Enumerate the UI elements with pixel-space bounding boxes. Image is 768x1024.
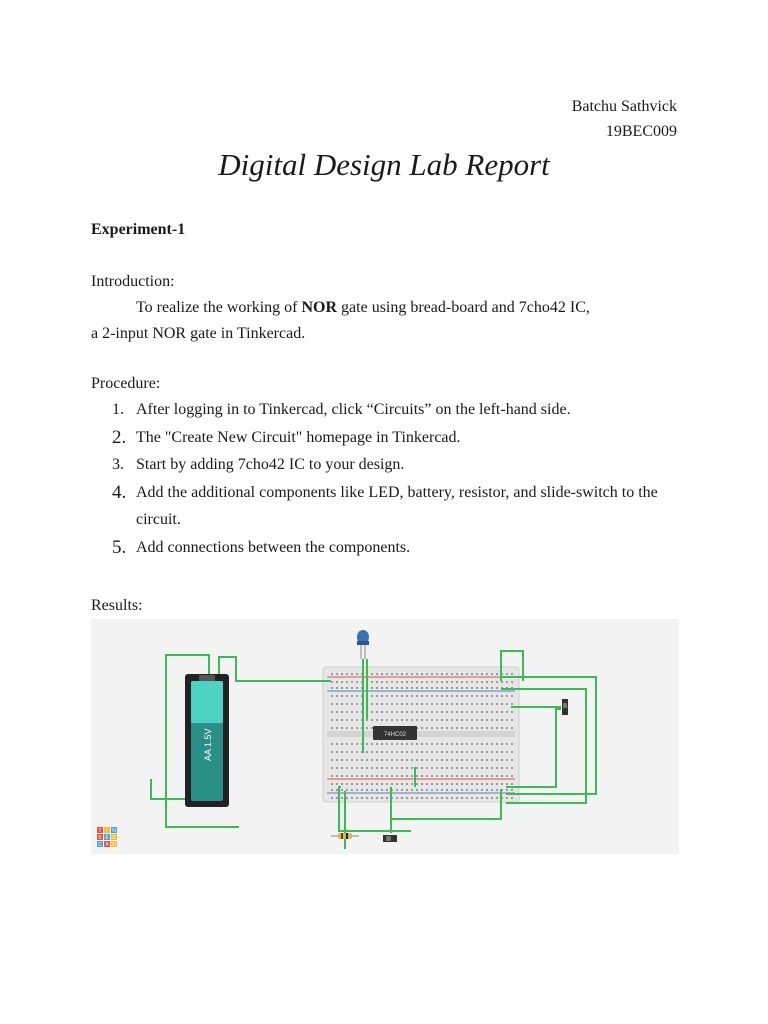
page-title: Digital Design Lab Report xyxy=(218,147,550,182)
battery-label: AA 1.5V xyxy=(203,728,213,761)
step-text: After logging in to Tinkercad, click “Circuits” on the left-hand side. xyxy=(136,401,571,418)
step-text: The "Create New Circuit" homepage in Tinkercad. xyxy=(136,428,461,446)
logo-letter: C xyxy=(98,842,102,848)
logo-letter: R xyxy=(112,835,116,841)
introduction-heading: Introduction: xyxy=(91,273,175,290)
ic-label: 74HC02 xyxy=(383,732,407,738)
step-number: 5. xyxy=(112,536,127,558)
ic-chip xyxy=(373,726,417,740)
step-text: Add the additional components like LED, battery, resistor, and slide-switch to the circuit. xyxy=(136,483,658,528)
step-number: 1. xyxy=(112,401,124,418)
led-icon xyxy=(357,630,369,659)
circuit-figure xyxy=(91,619,679,854)
procedure-step xyxy=(91,534,691,562)
slide-switch-icon xyxy=(562,699,568,715)
logo-letter: A xyxy=(105,842,109,848)
intro-bold-nor: NOR xyxy=(301,299,338,316)
step-text: Start by adding 7cho42 IC to your design. xyxy=(136,456,405,473)
resistor-icon xyxy=(331,833,359,839)
logo-letter: K xyxy=(98,835,102,841)
author-id: 19BEC009 xyxy=(605,123,677,140)
intro-prefix: To realize the working of xyxy=(136,299,302,316)
step-number: 2. xyxy=(112,426,127,448)
step-text: Add connections between the components. xyxy=(136,538,411,556)
results-heading: Results: xyxy=(91,597,143,614)
procedure-list xyxy=(91,396,691,561)
intro-suffix: gate using bread-board and 7cho42 IC, xyxy=(337,299,590,316)
logo-letter: D xyxy=(112,842,116,848)
experiment-heading: Experiment-1 xyxy=(91,221,186,238)
procedure-step xyxy=(91,424,691,452)
introduction-line-1 xyxy=(136,295,590,321)
slide-switch-bottom-icon xyxy=(383,835,397,842)
breadboard xyxy=(323,667,519,802)
battery-icon xyxy=(185,674,229,807)
introduction-line-2: a 2-input NOR gate in Tinkercad. xyxy=(91,325,306,342)
tinkercad-logo-icon xyxy=(97,827,117,848)
procedure-step xyxy=(91,479,691,534)
logo-letter: T xyxy=(98,828,102,834)
procedure-heading: Procedure: xyxy=(91,375,161,392)
author-name: Batchu Sathvick xyxy=(571,98,677,115)
logo-letter: N xyxy=(112,828,116,834)
step-number: 3. xyxy=(112,456,124,473)
circuit-diagram xyxy=(91,619,679,854)
step-number: 4. xyxy=(112,481,127,503)
logo-letter: I xyxy=(106,828,108,834)
procedure-step xyxy=(91,396,691,424)
logo-letter: E xyxy=(105,835,109,841)
procedure-step xyxy=(91,451,691,479)
